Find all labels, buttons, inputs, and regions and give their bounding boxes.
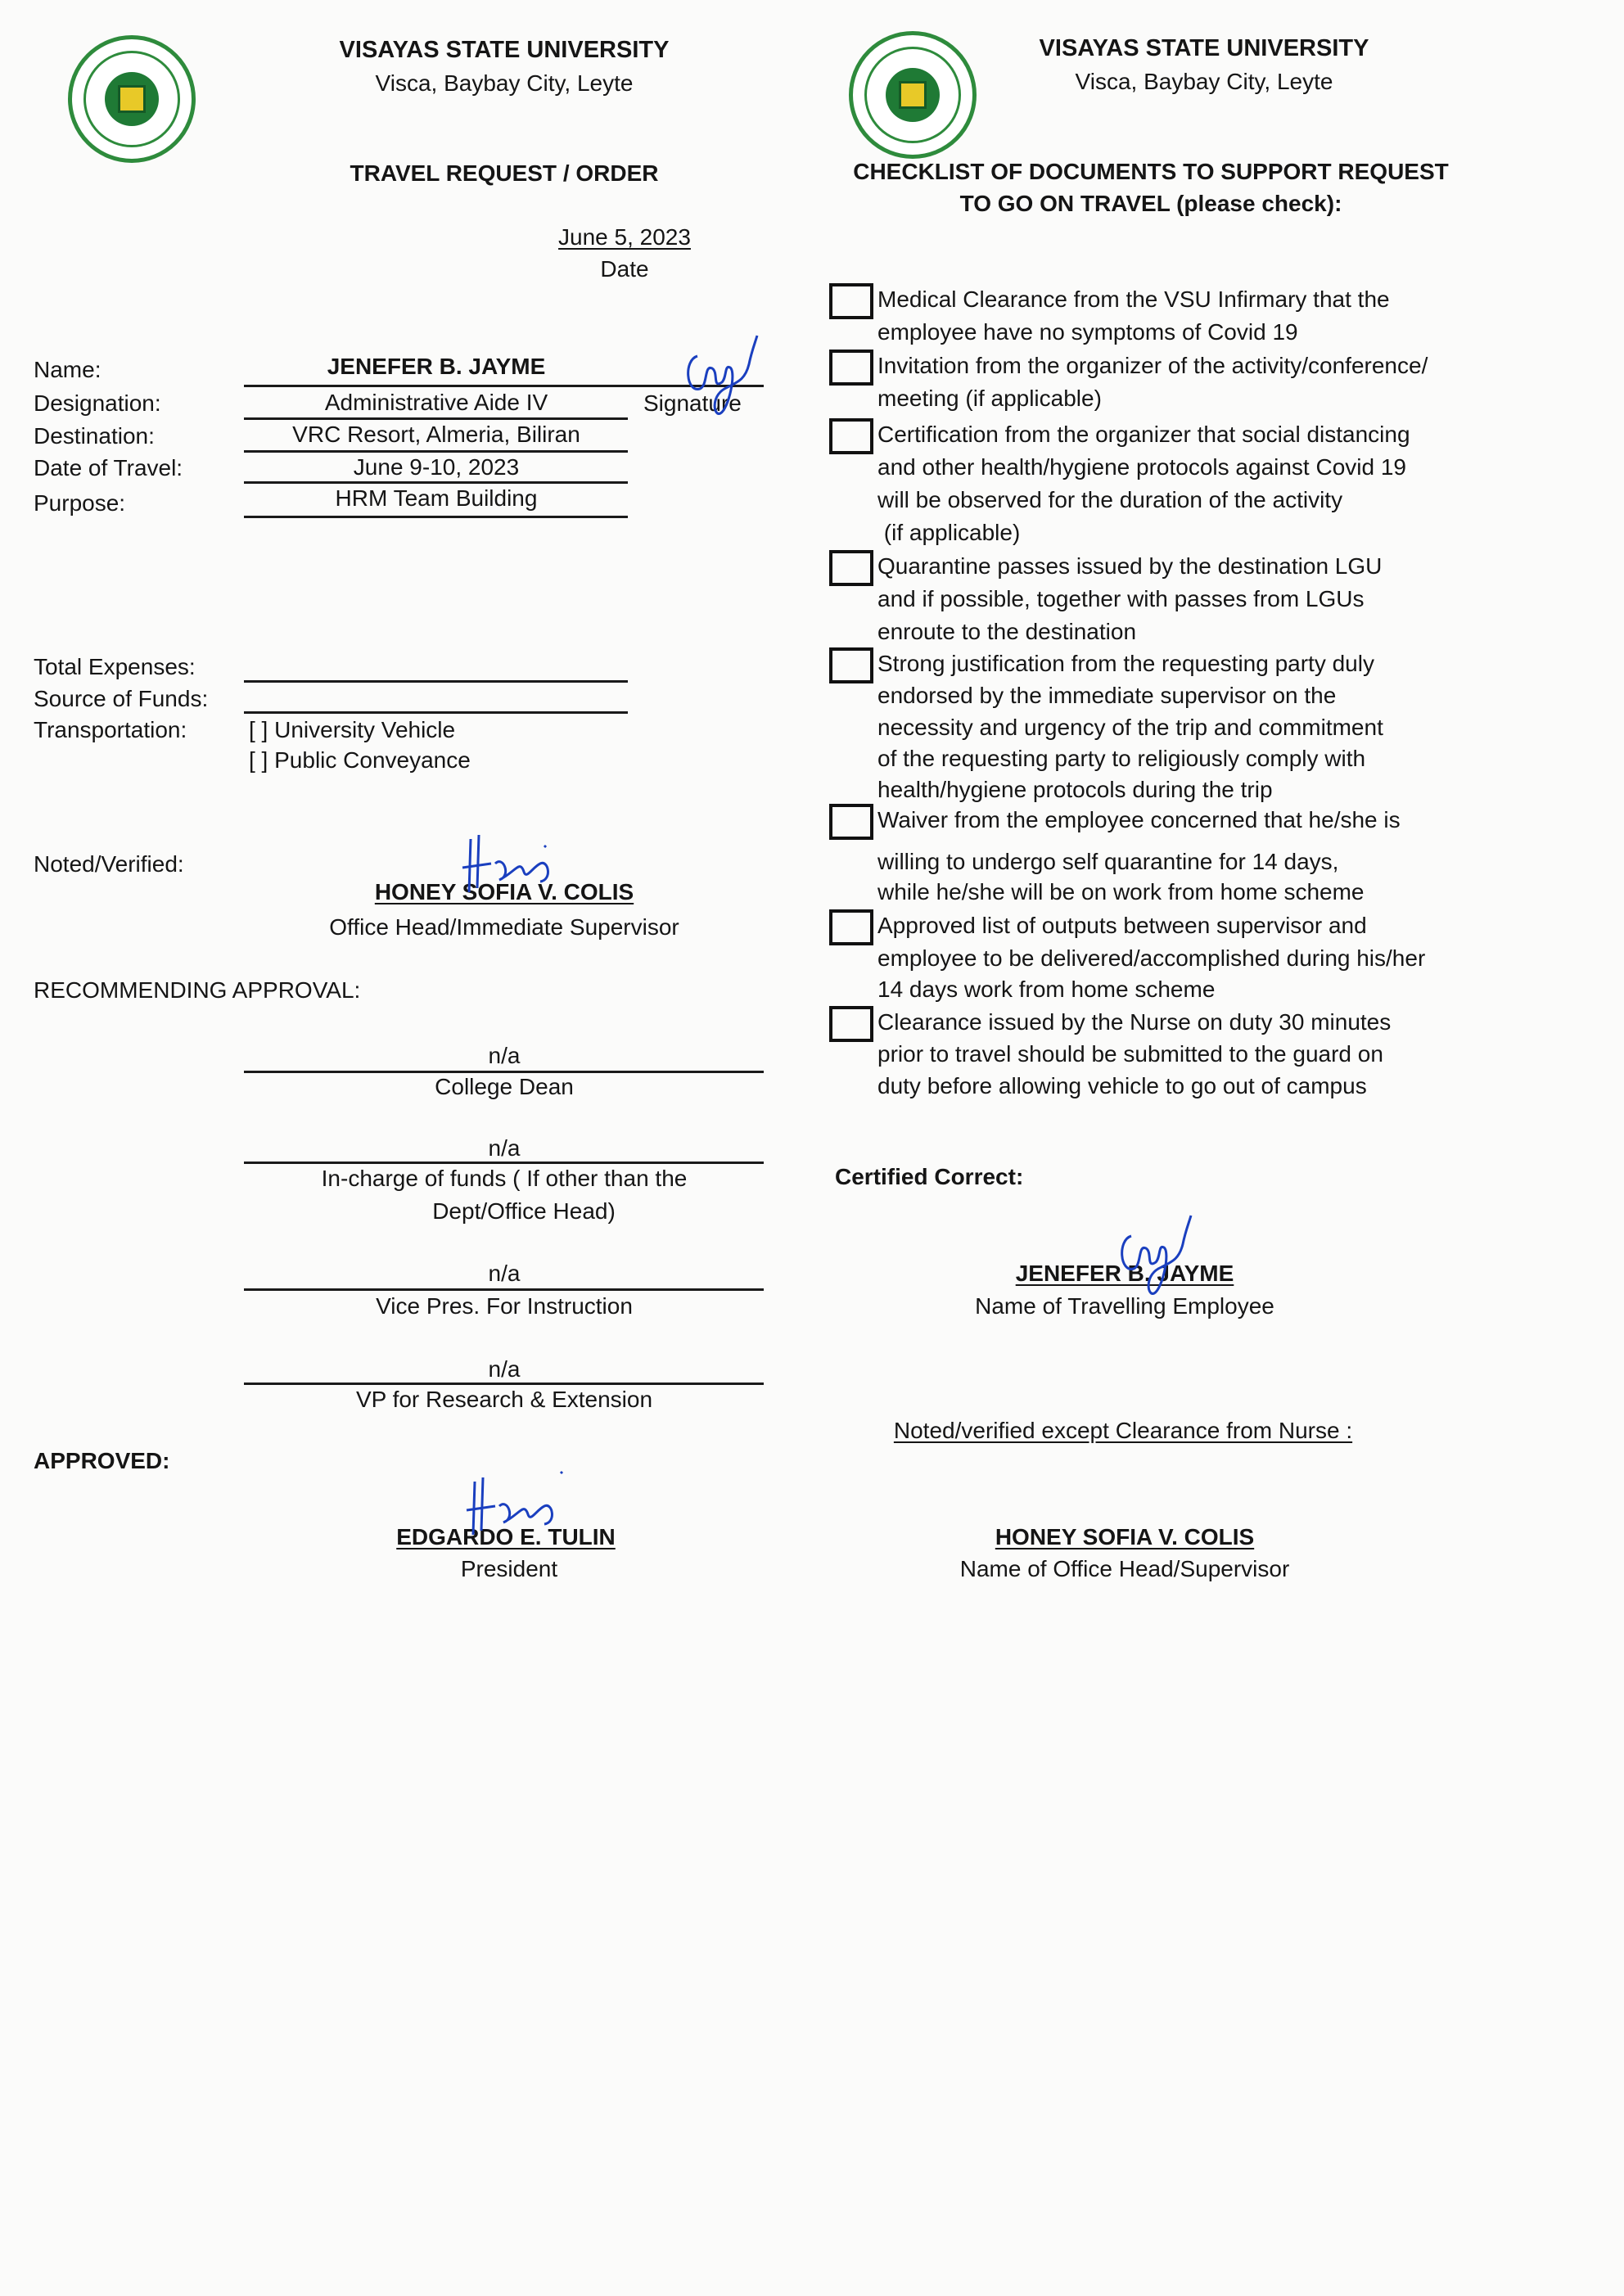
checklist-title-2: TO GO ON TRAVEL (please check): [959,191,1342,216]
checklist-item-text: of the requesting party to religiously comply with [877,746,1366,771]
destination-line [244,450,628,453]
university-address: Visca, Baybay City, Leyte [1075,69,1333,94]
checklist-checkbox[interactable] [829,909,873,945]
total-expenses-label: Total Expenses: [34,654,196,679]
signature-label: Signature [643,390,742,416]
checklist-checkbox[interactable] [829,1006,873,1042]
checklist-item-text: Approved list of outputs between supervisor and [877,913,1367,938]
checklist-item-text: willing to undergo self quarantine for 14 days, [877,849,1339,874]
checklist-item-text: duty before allowing vehicle to go out of campus [877,1073,1367,1098]
noted-verified-label: Noted/Verified: [34,851,184,877]
checklist-item-text: and if possible, together with passes from LGUs [877,586,1365,611]
checklist-item-text: Invitation from the organizer of the activity/conference/ [877,353,1428,378]
checklist-checkbox[interactable] [829,418,873,454]
purpose-label: Purpose: [34,490,126,516]
checklist-item-text: enroute to the destination [877,619,1137,644]
supervisor-title: Name of Office Head/Supervisor [959,1556,1290,1581]
university-seal-logo [849,31,977,159]
approver-name: EDGARDO E. TULIN [396,1524,616,1549]
vp-instruction-title: Vice Pres. For Instruction [376,1293,633,1319]
noted-title: Office Head/Immediate Supervisor [329,914,679,940]
checklist-item-text: Medical Clearance from the VSU Infirmary that the [877,286,1390,312]
checklist-item-text: Waiver from the employee concerned that he/she is [877,807,1401,832]
checklist-item-text: Clearance issued by the Nurse on duty 30 minutes [877,1009,1392,1035]
checklist-checkbox[interactable] [829,647,873,683]
public-conveyance-checkbox[interactable]: [ ] Public Conveyance [249,747,471,773]
employee-signature [1113,1211,1203,1301]
noted-except-label: Noted/verified except Clearance from Nurse : [893,1418,1353,1443]
source-of-funds-line [244,711,628,714]
form-title: TRAVEL REQUEST / ORDER [350,160,659,186]
checklist-checkbox[interactable] [829,283,873,319]
university-seal-logo [68,35,196,163]
checklist-item-text: prior to travel should be submitted to the guard on [877,1041,1383,1067]
designation-line [244,417,628,420]
total-expenses-line [244,680,628,683]
supervisor-name: HONEY SOFIA V. COLIS [995,1524,1255,1549]
checklist-item-text: necessity and urgency of the trip and commitment [877,715,1383,740]
university-address: Visca, Baybay City, Leyte [375,70,634,96]
date-of-travel-value: June 9-10, 2023 [353,454,520,480]
vp-instruction-value: n/a [488,1261,521,1286]
college-dean-line [244,1071,764,1073]
checklist-item-text: meeting (if applicable) [877,386,1102,411]
employee-title: Name of Travelling Employee [975,1293,1274,1319]
name-label: Name: [34,357,102,382]
vp-research-title: VP for Research & Extension [355,1387,653,1412]
funds-incharge-title-2: Dept/Office Head) [432,1198,616,1224]
checklist-item-text: employee to be delivered/accomplished during his/her [877,945,1426,971]
checklist-checkbox[interactable] [829,350,873,386]
designation-label: Designation: [34,390,161,416]
purpose-value: HRM Team Building [335,485,538,511]
designation-value: Administrative Aide IV [324,390,548,415]
checklist-item-text: Quarantine passes issued by the destination LGU [877,553,1383,579]
vp-instruction-line [244,1288,764,1291]
purpose-line [244,516,628,518]
name-value: JENEFER B. JAYME [327,354,546,379]
university-vehicle-checkbox[interactable]: [ ] University Vehicle [249,717,456,742]
college-dean-value: n/a [488,1043,521,1068]
approver-title: President [460,1556,558,1581]
checklist-item-text: 14 days work from home scheme [877,977,1216,1002]
vp-research-line [244,1383,764,1385]
source-of-funds-label: Source of Funds: [34,686,209,711]
checklist-item-text: Certification from the organizer that social distancing [877,422,1410,447]
date-of-travel-line [244,481,628,484]
employee-name: JENEFER B. JAYME [1015,1261,1234,1286]
request-date: June 5, 2023 [558,224,691,250]
checklist-checkbox[interactable] [829,550,873,586]
noted-name: HONEY SOFIA V. COLIS [374,879,634,904]
checklist-item-text: health/hygiene protocols during the trip [877,777,1273,802]
date-of-travel-label: Date of Travel: [34,455,183,480]
certified-correct-label: Certified Correct: [835,1164,1024,1189]
college-dean-title: College Dean [435,1074,574,1099]
approved-label: APPROVED: [34,1448,170,1473]
checklist-item-text: (if applicable) [877,520,1021,545]
vp-research-value: n/a [488,1356,521,1382]
supervisor-signature [454,823,569,896]
destination-value: VRC Resort, Almeria, Biliran [292,422,580,447]
date-label: Date [600,256,649,282]
president-signature [458,1465,573,1539]
funds-incharge-line [244,1162,764,1164]
checklist-item-text: while he/she will be on work from home scheme [877,879,1365,904]
checklist-item-text: Strong justification from the requesting party duly [877,651,1374,676]
checklist-item-text: and other health/hygiene protocols against Covid 19 [877,454,1406,480]
checklist-item-text: will be observed for the duration of the activity [877,487,1343,512]
checklist-title: CHECKLIST OF DOCUMENTS TO SUPPORT REQUEST [853,159,1449,184]
transportation-label: Transportation: [34,717,187,742]
checklist-item-text: endorsed by the immediate supervisor on the [877,683,1337,708]
destination-label: Destination: [34,423,155,449]
employee-signature [679,332,769,422]
university-name: VISAYAS STATE UNIVERSITY [1039,35,1369,61]
checklist-item-text: employee have no symptoms of Covid 19 [877,319,1298,345]
checklist-checkbox[interactable] [829,804,873,840]
recommending-approval-label: RECOMMENDING APPROVAL: [34,977,361,1003]
funds-incharge-value: n/a [488,1135,521,1161]
funds-incharge-title: In-charge of funds ( If other than the [321,1166,688,1191]
university-name: VISAYAS STATE UNIVERSITY [339,37,670,63]
